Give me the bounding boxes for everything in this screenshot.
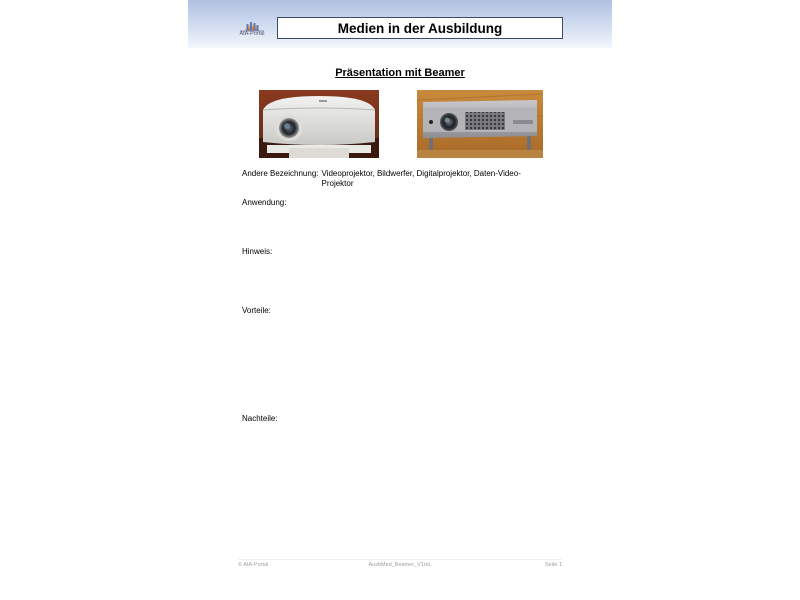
advantages-heading: Vorteile: xyxy=(242,306,271,315)
footer-page-number: Seite 1 xyxy=(544,562,562,568)
note-heading: Hinweis: xyxy=(242,247,273,256)
footer-document-id: AusbMed_Beamer_V1mL xyxy=(368,562,432,568)
disadvantages-heading: Nachteile: xyxy=(242,414,278,423)
logo-text: AtA-Portal xyxy=(239,31,265,37)
other-names-label: Andere Bezeichnung: xyxy=(242,169,319,178)
footer-copyright: © AtA-Portal xyxy=(238,562,269,568)
projector-silver-photo xyxy=(417,90,543,158)
ata-portal-logo xyxy=(232,16,272,40)
document-title: Medien in der Ausbildung xyxy=(277,17,563,39)
logo-icon xyxy=(232,16,272,32)
other-names-row xyxy=(242,169,544,189)
header-band xyxy=(188,0,612,48)
other-names-value: Videoprojektor, Bildwerfer, Digitalprojektor, Daten-Video-Projektor xyxy=(321,169,521,188)
footer-divider xyxy=(238,559,562,560)
section-subtitle: Präsentation mit Beamer xyxy=(335,67,465,79)
document-page xyxy=(188,0,612,600)
application-heading: Anwendung: xyxy=(242,198,287,207)
projector-white-photo xyxy=(259,90,379,158)
